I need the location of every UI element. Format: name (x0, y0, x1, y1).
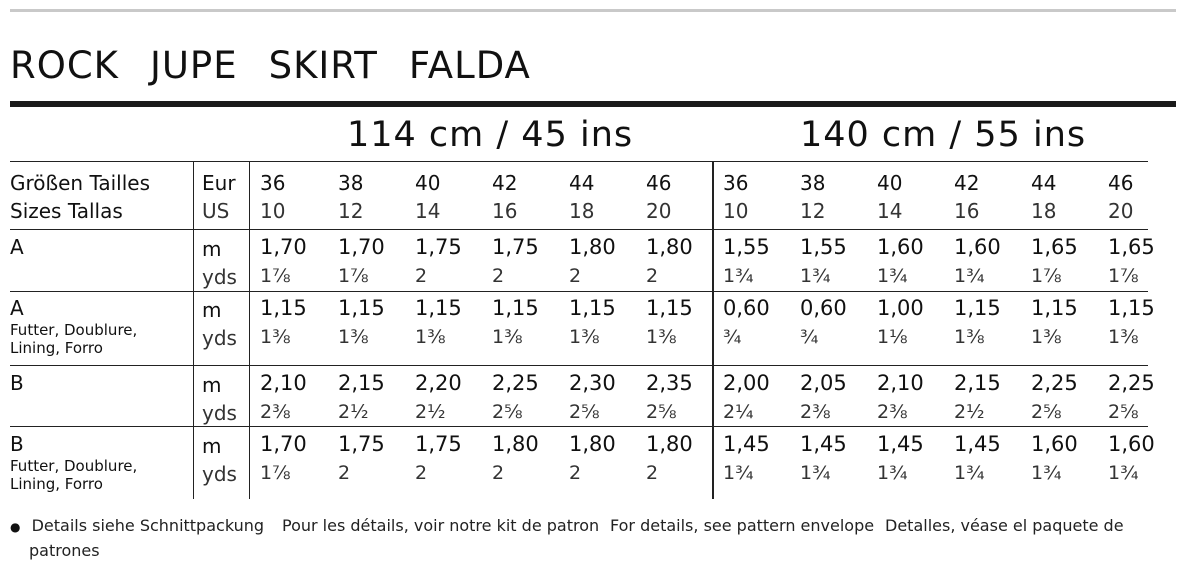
meters-value: 1,75 (415, 235, 462, 259)
yards-value: 2⅜ (260, 401, 291, 423)
footer (10, 516, 264, 535)
footer-fr: Pour les détails, voir notre kit de patron (282, 516, 600, 535)
eur-size: 46 (1108, 171, 1134, 195)
us-size: 12 (338, 199, 364, 223)
yards-value: 1⅜ (646, 326, 677, 348)
yards-value: 2⅝ (1108, 401, 1139, 423)
row-divider (10, 426, 1148, 427)
meters-value: 1,70 (260, 432, 307, 456)
fabric-width-140: 140 cm / 55 ins (800, 115, 1087, 155)
yards-value: 1⅜ (1031, 326, 1062, 348)
eur-size: 40 (877, 171, 903, 195)
meters-value: 2,15 (954, 371, 1001, 395)
yards-value: 2¼ (723, 401, 754, 423)
meters-value: 2,30 (569, 371, 616, 395)
eur-size: 40 (415, 171, 441, 195)
us-size: 14 (877, 199, 903, 223)
meters-value: 1,55 (723, 235, 770, 259)
eur-size: 38 (800, 171, 826, 195)
yards-value: 2 (569, 462, 582, 484)
meters-value: 1,15 (569, 296, 616, 320)
yards-value: 2 (492, 265, 505, 287)
yards-value: 2½ (338, 401, 369, 423)
yards-value: 1⅞ (338, 265, 369, 287)
yards-value: 1⅜ (569, 326, 600, 348)
yards-value: 1⅞ (260, 462, 291, 484)
meters-value: 1,75 (338, 432, 385, 456)
meters-value: 1,75 (492, 235, 539, 259)
yards-value: 1¾ (800, 265, 831, 287)
meters-value: 1,15 (954, 296, 1001, 320)
bullet-icon: ● (10, 520, 21, 534)
unit-yds: yds (202, 326, 237, 350)
yards-value: 1¾ (954, 265, 985, 287)
column-divider-unit (249, 161, 250, 499)
yards-value: 1⅜ (1108, 326, 1139, 348)
yards-value: ¾ (723, 326, 742, 348)
unit-m: m (202, 434, 222, 458)
meters-value: 1,65 (1031, 235, 1078, 259)
yards-value: 1¾ (1108, 462, 1139, 484)
meters-value: 1,45 (877, 432, 924, 456)
yards-value: 1¾ (877, 462, 908, 484)
us-size: 10 (260, 199, 286, 223)
eur-size: 44 (569, 171, 595, 195)
title-en: SKIRT (268, 44, 378, 87)
us-size: 20 (1108, 199, 1134, 223)
us-size: 16 (954, 199, 980, 223)
eur-size: 42 (492, 171, 518, 195)
yards-value: 1⅜ (260, 326, 291, 348)
row-divider (10, 229, 1148, 230)
fabric-width-114: 114 cm / 45 ins (347, 115, 634, 155)
meters-value: 1,60 (877, 235, 924, 259)
meters-value: 1,70 (260, 235, 307, 259)
title-rule (10, 101, 1176, 107)
yards-value: 2½ (954, 401, 985, 423)
unit-eur: Eur (202, 171, 236, 195)
us-size: 16 (492, 199, 518, 223)
page-title (10, 44, 531, 87)
lining-label: Futter, Doublure, (10, 321, 138, 339)
yards-value: 1⅜ (492, 326, 523, 348)
lining-label: Futter, Doublure, (10, 457, 138, 475)
meters-value: 2,20 (415, 371, 462, 395)
yards-value: 1⅞ (1031, 265, 1062, 287)
meters-value: 2,25 (1108, 371, 1155, 395)
yards-value: 2 (646, 265, 659, 287)
meters-value: 1,15 (1031, 296, 1078, 320)
unit-yds: yds (202, 401, 237, 425)
unit-yds: yds (202, 462, 237, 486)
yards-value: 2⅝ (1031, 401, 1062, 423)
yards-value: 2½ (415, 401, 446, 423)
us-size: 12 (800, 199, 826, 223)
eur-size: 44 (1031, 171, 1057, 195)
eur-size: 46 (646, 171, 672, 195)
yards-value: 1¾ (723, 265, 754, 287)
unit-us: US (202, 199, 230, 223)
unit-m: m (202, 298, 222, 322)
meters-value: 1,60 (1031, 432, 1078, 456)
footer-de: Details siehe Schnittpackung (31, 516, 265, 535)
meters-value: 1,45 (800, 432, 847, 456)
meters-value: 1,80 (646, 235, 693, 259)
size-label-line2: Sizes Tallas (10, 199, 123, 223)
footer-es-continued: patrones (29, 541, 100, 560)
meters-value: 0,60 (723, 296, 770, 320)
meters-value: 1,45 (954, 432, 1001, 456)
meters-value: 1,45 (723, 432, 770, 456)
row-divider (10, 291, 1148, 292)
meters-value: 0,60 (800, 296, 847, 320)
view-label: A (10, 296, 24, 320)
yards-value: 1¾ (723, 462, 754, 484)
yards-value: 2⅜ (800, 401, 831, 423)
yards-value: 1⅞ (260, 265, 291, 287)
yards-value: 2 (415, 265, 428, 287)
us-size: 14 (415, 199, 441, 223)
yards-value: 1¾ (954, 462, 985, 484)
meters-value: 1,80 (569, 432, 616, 456)
yards-value: ¾ (800, 326, 819, 348)
size-label-line1: Größen Tailles (10, 171, 151, 195)
footer-en: For details, see pattern envelope (610, 516, 875, 535)
meters-value: 1,15 (260, 296, 307, 320)
view-label: A (10, 235, 24, 259)
meters-value: 2,00 (723, 371, 770, 395)
yards-value: 2 (569, 265, 582, 287)
column-divider-label (193, 161, 194, 499)
meters-value: 1,80 (492, 432, 539, 456)
unit-m: m (202, 373, 222, 397)
us-size: 20 (646, 199, 672, 223)
column-divider-width (712, 161, 714, 499)
meters-value: 2,35 (646, 371, 693, 395)
meters-value: 2,25 (1031, 371, 1078, 395)
lining-label: Lining, Forro (10, 475, 103, 493)
us-size: 18 (1031, 199, 1057, 223)
view-label: B (10, 371, 24, 395)
us-size: 10 (723, 199, 749, 223)
title-de: ROCK (10, 44, 119, 87)
yards-value: 1⅜ (954, 326, 985, 348)
eur-size: 36 (260, 171, 286, 195)
us-size: 18 (569, 199, 595, 223)
meters-value: 1,65 (1108, 235, 1155, 259)
yards-value: 2 (646, 462, 659, 484)
meters-value: 1,80 (569, 235, 616, 259)
row-divider (10, 161, 1148, 162)
row-divider (10, 365, 1148, 366)
meters-value: 2,10 (260, 371, 307, 395)
unit-yds: yds (202, 265, 237, 289)
yards-value: 2 (338, 462, 351, 484)
unit-m: m (202, 237, 222, 261)
meters-value: 1,15 (1108, 296, 1155, 320)
yards-value: 1⅜ (415, 326, 446, 348)
meters-value: 1,60 (1108, 432, 1155, 456)
yards-value: 1¾ (800, 462, 831, 484)
yards-value: 2⅝ (646, 401, 677, 423)
meters-value: 1,15 (338, 296, 385, 320)
meters-value: 1,00 (877, 296, 924, 320)
meters-value: 2,15 (338, 371, 385, 395)
footer-es: Detalles, véase el paquete de (885, 516, 1124, 535)
yards-value: 2⅜ (877, 401, 908, 423)
meters-value: 1,80 (646, 432, 693, 456)
eur-size: 38 (338, 171, 364, 195)
meters-value: 1,70 (338, 235, 385, 259)
eur-size: 42 (954, 171, 980, 195)
yards-value: 1¾ (877, 265, 908, 287)
meters-value: 2,05 (800, 371, 847, 395)
yards-value: 1⅛ (877, 326, 908, 348)
view-label: B (10, 432, 24, 456)
title-fr: JUPE (149, 44, 238, 87)
yards-value: 1⅜ (338, 326, 369, 348)
top-rule (10, 9, 1176, 12)
meters-value: 1,75 (415, 432, 462, 456)
yards-value: 2⅝ (569, 401, 600, 423)
meters-value: 1,15 (415, 296, 462, 320)
meters-value: 1,15 (646, 296, 693, 320)
meters-value: 2,25 (492, 371, 539, 395)
yards-value: 2 (492, 462, 505, 484)
meters-value: 1,15 (492, 296, 539, 320)
yards-value: 1⅞ (1108, 265, 1139, 287)
yards-value: 2⅝ (492, 401, 523, 423)
lining-label: Lining, Forro (10, 339, 103, 357)
yards-value: 2 (415, 462, 428, 484)
meters-value: 1,60 (954, 235, 1001, 259)
meters-value: 2,10 (877, 371, 924, 395)
yards-value: 1¾ (1031, 462, 1062, 484)
eur-size: 36 (723, 171, 749, 195)
meters-value: 1,55 (800, 235, 847, 259)
title-es: FALDA (408, 44, 531, 87)
